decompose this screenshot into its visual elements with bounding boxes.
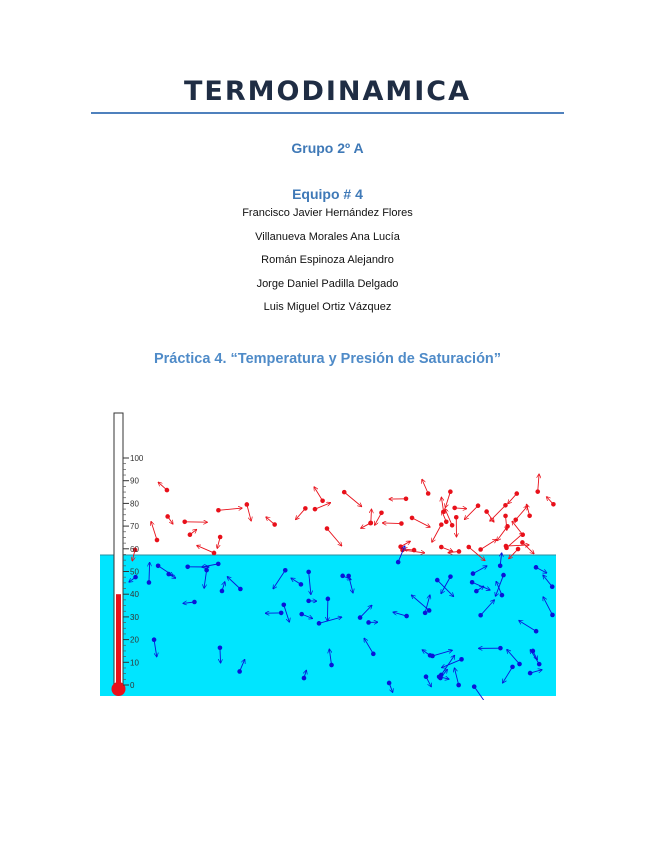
vapor-particle-velocity-arrow — [490, 505, 506, 521]
thermometer-tick-label: 30 — [130, 612, 139, 622]
vapor-particle — [379, 510, 384, 515]
liquid-particle — [326, 597, 331, 602]
vapor-particle — [551, 502, 556, 507]
vapor-particle — [216, 508, 221, 513]
group-label: Grupo 2º A — [291, 140, 364, 156]
liquid-particle — [218, 645, 223, 650]
member-list — [0, 205, 655, 323]
liquid-particle — [510, 665, 515, 670]
liquid-particle — [424, 674, 429, 679]
vapor-particle — [452, 506, 457, 511]
liquid-particle — [216, 562, 221, 567]
liquid-particle — [470, 580, 475, 585]
vapor-particle — [439, 522, 444, 527]
liquid-particle — [428, 653, 433, 658]
vapor-particle — [513, 517, 518, 522]
thermometer-tick-label: 20 — [130, 635, 139, 645]
vapor-particle-velocity-arrow — [314, 487, 323, 501]
thermometer-bulb — [112, 682, 126, 696]
liquid-particle — [396, 560, 401, 565]
liquid-particle — [340, 574, 345, 579]
liquid-particle — [474, 589, 479, 594]
liquid-particle — [534, 565, 539, 570]
practice-title: Práctica 4. “Temperatura y Presión de Saturación” — [153, 351, 502, 367]
vapor-particle — [504, 544, 509, 549]
vapor-particle — [505, 524, 510, 529]
vapor-particle — [439, 545, 444, 550]
liquid-particle — [185, 564, 190, 569]
liquid-particle — [537, 662, 542, 667]
liquid-particle — [366, 620, 371, 625]
vapor-particle-velocity-arrow — [497, 526, 508, 540]
liquid-particle — [435, 578, 440, 583]
document-title: TERMODINAMICA — [183, 76, 472, 107]
thermometer-tick-label: 50 — [130, 567, 139, 577]
vapor-particles — [132, 474, 555, 561]
thermometer-tick-label: 80 — [130, 499, 139, 509]
liquid-particle — [306, 599, 311, 604]
vapor-particle — [503, 514, 508, 519]
title-underline — [91, 112, 564, 114]
vapor-particle — [245, 502, 250, 507]
vapor-particle — [165, 514, 170, 519]
vapor-particle — [520, 540, 525, 545]
liquid-particle — [423, 611, 428, 616]
vapor-particle — [313, 507, 318, 512]
liquid-particle — [550, 613, 555, 618]
vapor-particle — [503, 503, 508, 508]
liquid-particle — [317, 621, 322, 626]
liquid-particle — [528, 671, 533, 676]
thermometer-tick-label: 10 — [130, 658, 139, 668]
thermometer-mercury — [116, 594, 121, 689]
liquid-particle — [501, 573, 506, 578]
liquid-particle — [427, 608, 432, 613]
vapor-particle-velocity-arrow — [512, 521, 523, 535]
vapor-particle-velocity-arrow — [522, 542, 534, 553]
vapor-particle — [182, 520, 187, 525]
vapor-particle — [426, 491, 431, 496]
vapor-particle — [514, 491, 519, 496]
vapor-particle-velocity-arrow — [412, 518, 430, 527]
vapor-particle — [404, 497, 409, 502]
vapor-particle-velocity-arrow — [247, 504, 251, 520]
liquid-particle — [152, 637, 157, 642]
liquid-particle — [302, 676, 307, 681]
vapor-particle — [398, 544, 403, 549]
vapor-particle — [399, 521, 404, 526]
vapor-particle — [535, 489, 540, 494]
liquid-particle — [281, 603, 286, 608]
liquid-particle — [448, 574, 453, 579]
thermometer-tick-label: 60 — [130, 544, 139, 554]
vapor-particle-velocity-arrow — [327, 529, 342, 546]
vapor-particle-velocity-arrow — [151, 522, 157, 541]
vapor-particle-velocity-arrow — [382, 523, 401, 524]
vapor-particle-velocity-arrow — [445, 492, 450, 508]
liquid-particle — [204, 568, 209, 573]
member-name: Luis Miguel Ortiz Vázquez — [263, 301, 392, 313]
vapor-particle — [410, 516, 415, 521]
vapor-particle — [484, 509, 489, 514]
liquid-particle — [192, 600, 197, 605]
vapor-particle-velocity-arrow — [422, 479, 428, 493]
liquid-particle — [531, 649, 536, 654]
vapor-particle-velocity-arrow — [464, 506, 478, 520]
thermometer-tick-label: 100 — [130, 454, 144, 463]
vapor-particle — [466, 545, 471, 550]
liquid-particle — [147, 580, 152, 585]
vapor-particle — [218, 535, 223, 540]
vapor-particle — [212, 551, 217, 556]
vapor-particle-velocity-arrow — [315, 503, 331, 509]
liquid-particle — [472, 684, 477, 689]
saturation-simulation-figure — [100, 405, 560, 700]
vapor-particle-velocity-arrow — [516, 506, 528, 520]
vapor-particle — [444, 520, 449, 525]
liquid-particle — [456, 683, 461, 688]
liquid-particle — [358, 615, 363, 620]
vapor-particle — [272, 522, 277, 527]
thermometer-tick-label: 0 — [130, 681, 135, 690]
liquid-particle — [238, 587, 243, 592]
liquid-particle — [471, 571, 476, 576]
liquid-particle — [438, 676, 443, 681]
vapor-particle — [303, 506, 308, 511]
liquid-particle — [299, 612, 304, 617]
thermometer-tick-label: 40 — [130, 590, 139, 600]
team-heading: Equipo # 4 — [292, 186, 363, 202]
member-name: Villanueva Morales Ana Lucía — [255, 230, 400, 243]
liquid-particle — [534, 629, 539, 634]
vapor-particle — [342, 490, 347, 495]
liquid-particle — [283, 568, 288, 573]
liquid-particle — [156, 563, 161, 568]
vapor-particle — [527, 513, 532, 518]
liquid-particle — [371, 652, 376, 657]
vapor-particle — [457, 549, 462, 554]
vapor-particle — [448, 489, 453, 494]
vapor-particle — [450, 523, 455, 528]
vapor-particle-velocity-arrow — [344, 492, 361, 507]
vapor-particle-velocity-arrow — [538, 474, 539, 492]
vapor-particle — [325, 526, 330, 531]
thermometer-tick-label: 90 — [130, 476, 139, 486]
liquid-particle — [237, 669, 242, 674]
member-name: Jorge Daniel Padilla Delgado — [256, 277, 399, 290]
vapor-particle — [441, 509, 446, 514]
vapor-particle — [165, 488, 170, 493]
liquid-particle — [478, 613, 483, 618]
vapor-particle — [454, 515, 459, 520]
vapor-particle-velocity-arrow — [218, 508, 242, 510]
liquid-particle — [306, 570, 311, 575]
liquid-particle — [299, 582, 304, 587]
vapor-particle — [516, 547, 521, 552]
thermometer-tick-label: 70 — [130, 522, 139, 532]
vapor-particle — [478, 547, 483, 552]
vapor-particle — [155, 538, 160, 543]
liquid-particle — [279, 611, 284, 616]
liquid-particle — [550, 584, 555, 589]
liquid-particle — [387, 681, 392, 686]
vapor-particle — [369, 521, 374, 526]
vapor-particle — [188, 532, 193, 537]
liquid-particle — [517, 662, 522, 667]
liquid-particle — [220, 589, 225, 594]
liquid-particle — [329, 663, 334, 668]
liquid-particle — [500, 593, 505, 598]
liquid-particle — [498, 563, 503, 568]
vapor-particle — [476, 503, 481, 508]
liquid-particle — [459, 657, 464, 662]
vapor-particle-velocity-arrow — [197, 545, 214, 553]
vapor-particle-velocity-arrow — [432, 525, 442, 543]
liquid-particle — [498, 646, 503, 651]
vapor-particle-velocity-arrow — [481, 539, 497, 549]
member-name: Román Espinoza Alejandro — [261, 254, 394, 266]
liquid-particle — [404, 614, 409, 619]
vapor-particle — [320, 498, 325, 503]
member-name: Francisco Javier Hernández Flores — [242, 207, 413, 219]
